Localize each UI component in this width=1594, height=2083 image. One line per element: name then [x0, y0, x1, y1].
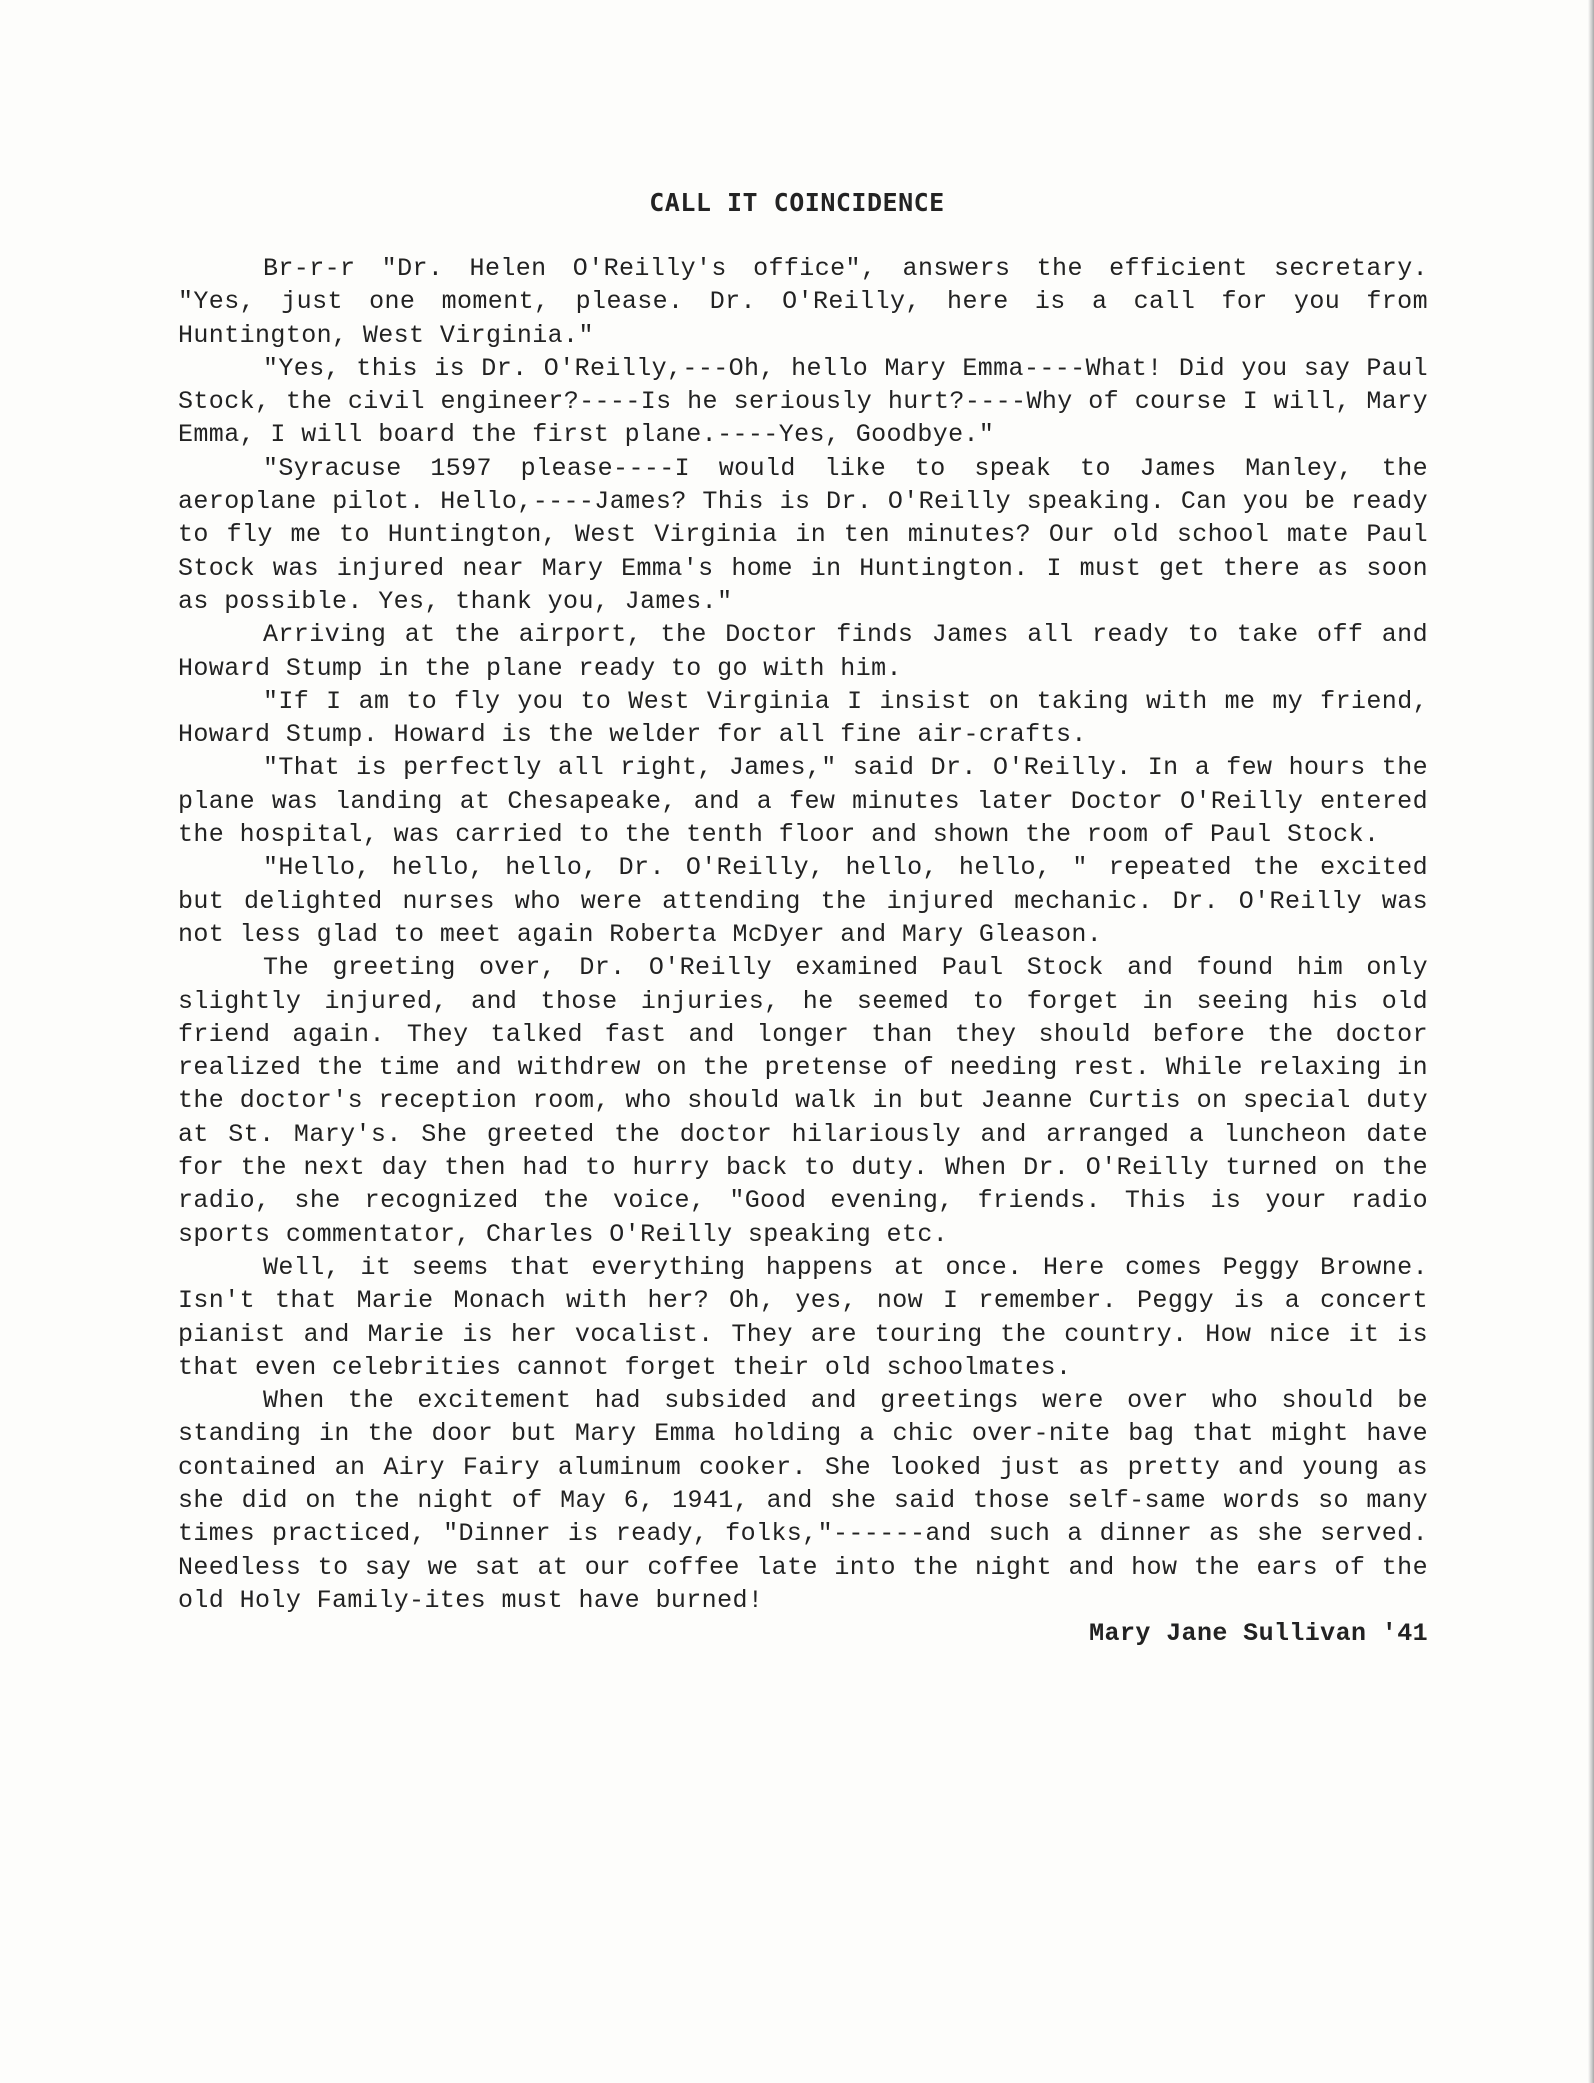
story-body [178, 252, 1428, 1650]
paragraph-8: The greeting over, Dr. O'Reilly examined Paul Stock and found him only slightly injured, and those injuries, he seemed to forget in seeing his old friend again. They talked fast and longer than they should before the doctor realized the time and withdrew on the pretense of needing rest. While relaxing in the doctor's reception room, who should walk in but Jeanne Curtis on special duty at St. Mary's. She greeted the doctor hilariously and arranged a luncheon date for the next day then had to hurry back to duty. When Dr. O'Reilly turned on the radio, she recognized the voice, "Good evening, friends. This is your radio sports commentator, Charles O'Reilly speaking etc. [178, 953, 1428, 1249]
paragraph-5: "If I am to fly you to West Virginia I insist on taking with me my friend, Howard Stump. Howard is the welder for all fine air-crafts. [178, 686, 1428, 750]
page-edge-shadow [1588, 0, 1594, 2083]
author-signature: Mary Jane Sullivan '41 [1089, 1619, 1428, 1649]
paragraph-9: Well, it seems that everything happens at once. Here comes Peggy Browne. Isn't that Marie Monach with her? Oh, yes, now I remember. Peggy is a concert pianist and Marie is her vocalist. They are touring the country. How nice it is that even celebrities cannot forget their old schoolmates. [178, 1252, 1428, 1382]
paragraph-2: "Yes, this is Dr. O'Reilly,---Oh, hello Mary Emma----What! Did you say Paul Stock, the civil engineer?----Is he seriously hurt?----Why of course I will, Mary Emma, I will board the first plane.----Yes, Goodbye." [178, 353, 1428, 450]
paragraph-4: Arriving at the airport, the Doctor finds James all ready to take off and Howard Stump in the plane ready to go with him. [178, 620, 1428, 683]
paragraph-1: Br-r-r "Dr. Helen O'Reilly's office", answers the efficient secretary. "Yes, just one moment, please. Dr. O'Reilly, here is a call for you from Huntington, West Virginia." [178, 254, 1428, 350]
paragraph-7: "Hello, hello, hello, Dr. O'Reilly, hello, hello, " repeated the excited but delighted nurses who were attending the injured mechanic. Dr. O'Reilly was not less glad to meet again Roberta McDyer and Mary Gleason. [178, 853, 1428, 949]
paragraph-3: "Syracuse 1597 please----I would like to speak to James Manley, the aeroplane pilot. Hello,----James? This is Dr. O'Reilly speaking. Can you be ready to fly me to Huntington, West Virginia in ten minutes? Our old school mate Paul Stock was injured near Mary Emma's home in Huntington. I must get there as soon as possible. Yes, thank you, James." [178, 453, 1428, 616]
paragraph-6: "That is perfectly all right, James," said Dr. O'Reilly. In a few hours the plane was landing at Chesapeake, and a few minutes later Doctor O'Reilly entered the hospital, was carried to the tenth floor and shown the room of Paul Stock. [178, 753, 1428, 850]
page-title: CALL IT COINCIDENCE [649, 188, 945, 217]
paragraph-10: When the excitement had subsided and greetings were over who should be standing in the door but Mary Emma holding a chic over-nite bag that might have contained an Airy Fairy aluminum cooker. She looked just as pretty and young as she did on the night of May 6, 1941, and she said those self-same words so many times practiced, "Dinner is ready, folks,"------and such a dinner as she served. Needless to say we sat at our coffee late into the night and how the ears of the old Holy Family-ites must have burned! [178, 1386, 1428, 1615]
